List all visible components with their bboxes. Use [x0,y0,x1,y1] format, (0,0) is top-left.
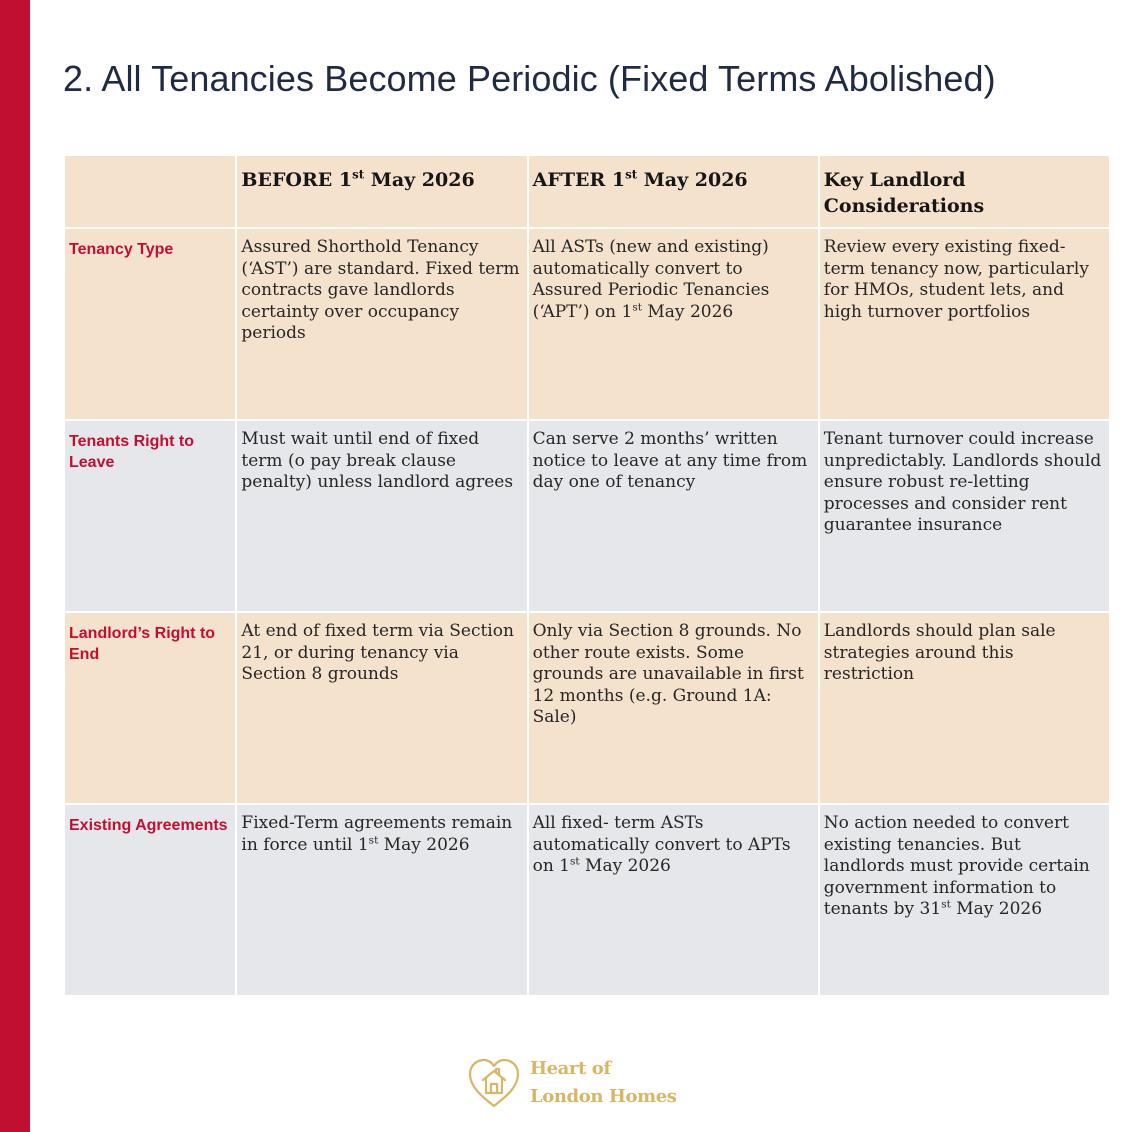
cell-before [237,229,526,419]
header-before [237,156,526,227]
cell-text: Tenant turnover could increase unpredictably. Landlords should ensure robust re-letting processes and consider rent guarantee insurance [823,429,1102,535]
brand-logo [466,1055,677,1111]
cell-key [820,229,1109,419]
cell-text: Must wait until end of fixed term (o pay break clause penalty) unless landlord agrees [241,429,514,492]
table-row [65,805,1109,995]
cell-sup: st [570,855,580,868]
cell-text-post: May 2026 [378,834,470,855]
cell-text: No action needed to convert existing tenancies. But landlords must provide certain government information to tenants by 31 [823,813,1090,919]
cell-text: Landlords should plan sale strategies around this restriction [823,621,1056,684]
header-blank-cell [65,156,235,227]
cell-before [237,805,526,995]
cell-text-post: May 2026 [579,856,671,876]
row-label-landlords-right-to-end: Landlord’s Right to End [65,613,235,803]
cell-after [529,613,818,803]
cell-text: At end of fixed term via Section 21, or during tenancy via Section 8 grounds [241,621,514,684]
header-before-post: May 2026 [364,169,475,191]
cell-key [820,805,1109,995]
header-after [529,156,818,227]
cell-text-post: May 2026 [641,301,734,322]
cell-sup: st [632,300,642,313]
cell-text: Can serve 2 months’ written notice to leave at any time from day one of tenancy [532,429,808,492]
cell-text: Assured Shorthold Tenancy (‘AST’) are standard. Fixed term contracts gave landlords certainty over occupancy periods [241,237,520,343]
cell-after [529,229,818,419]
comparison-table [63,154,1111,997]
cell-after [529,421,818,611]
cell-sup: st [368,833,379,846]
cell-text: All ASTs (new and existing) automatically convert to Assured Periodic Tenancies (‘APT’) on 1 [532,237,770,322]
brand-line-1: Heart of [530,1058,611,1079]
cell-after [529,805,818,995]
table-row [65,421,1109,611]
brand-line-2: London Homes [530,1086,677,1107]
cell-sup: st [941,898,951,911]
header-key-considerations: Key Landlord Considerations [820,156,1109,227]
row-label-tenancy-type: Tenancy Type [65,229,235,419]
cell-text: All fixed- term ASTs automatically convert to APTs on 1 [532,813,791,876]
table-row [65,613,1109,803]
cell-text: Review every existing fixed-term tenancy now, particularly for HMOs, student lets, and high turnover portfolios [823,237,1089,322]
cell-key [820,613,1109,803]
header-after-post: May 2026 [637,169,748,191]
cell-before [237,421,526,611]
cell-text: Fixed-Term agreements remain in force until 1 [241,813,513,855]
header-after-sup: st [625,167,638,182]
heart-house-icon [466,1056,522,1110]
accent-side-bar [0,0,30,1132]
table-row [65,229,1109,419]
row-label-existing-agreements: Existing Agreements [65,805,235,995]
cell-before [237,613,526,803]
table-header-row [65,156,1109,227]
page-title: 2. All Tenancies Become Periodic (Fixed Terms Abolished) [63,58,996,99]
cell-text-post: May 2026 [950,899,1043,919]
brand-wordmark [530,1055,677,1111]
header-before-sup: st [352,167,365,182]
header-before-pre: BEFORE 1 [241,169,353,191]
header-after-pre: AFTER 1 [532,169,626,191]
row-label-tenants-right-to-leave: Tenants Right to Leave [65,421,235,611]
cell-key [820,421,1109,611]
cell-text: Only via Section 8 grounds. No other route exists. Some grounds are unavailable in first 12 months (e.g. Ground 1A: Sale) [532,621,804,727]
